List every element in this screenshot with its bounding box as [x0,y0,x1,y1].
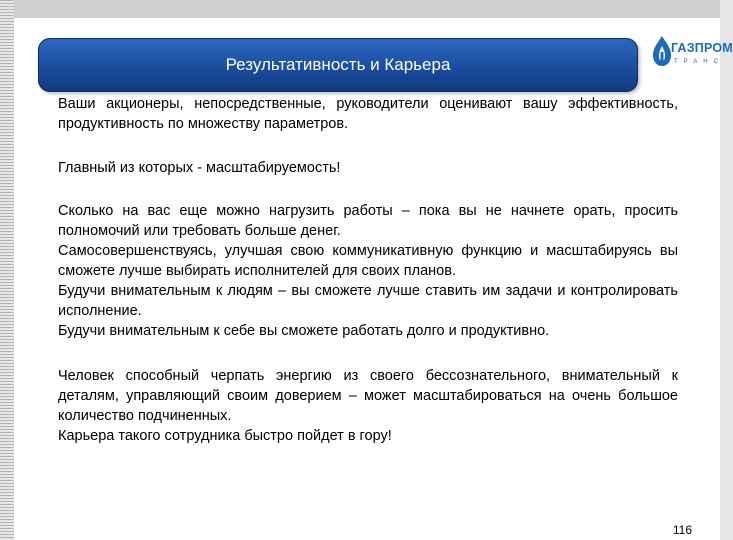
slide-title: Результативность и Карьера [225,55,451,74]
logo-wordmark: ГАЗПРОМ [671,41,733,55]
paragraph-8: Карьера такого сотрудника быстро пойдет в гору! [58,428,392,444]
paragraph-1: Ваши акционеры, непосредственные, руководители оценивают вашу эффективность, продуктивность по множеству параметров. [58,96,678,132]
gazprom-logo [650,34,733,68]
page-number: 116 [672,523,692,537]
left-stripe-decoration [0,0,14,540]
paragraph-5: Будучи внимательным к людям – вы сможете лучше ставить им задачи и контролировать исполнение. [58,283,678,319]
paragraph-6: Будучи внимательным к себе вы сможете работать долго и продуктивно. [58,323,550,339]
logo-subtitle: ТРАНС [674,59,724,65]
paragraph-7: Человек способный черпать энергию из своего бессознательного, внимательный к деталям, управляющий своим доверием – может масштабироваться на очень большое количество подчиненных. [58,368,678,424]
paragraph-2: Главный из которых - масштабируемость! [58,160,341,176]
slide-body [58,94,678,446]
slide [14,18,733,540]
paragraph-3: Сколько на вас еще можно нагрузить работы – пока вы не начнете орать, просить полномочий или требовать больше денег. [58,203,678,239]
paragraph-4: Самосовершенствуясь, улучшая свою коммуникативную функцию и масштабируясь вы сможете лучше выбирать исполнителей для своих планов. [58,243,678,279]
